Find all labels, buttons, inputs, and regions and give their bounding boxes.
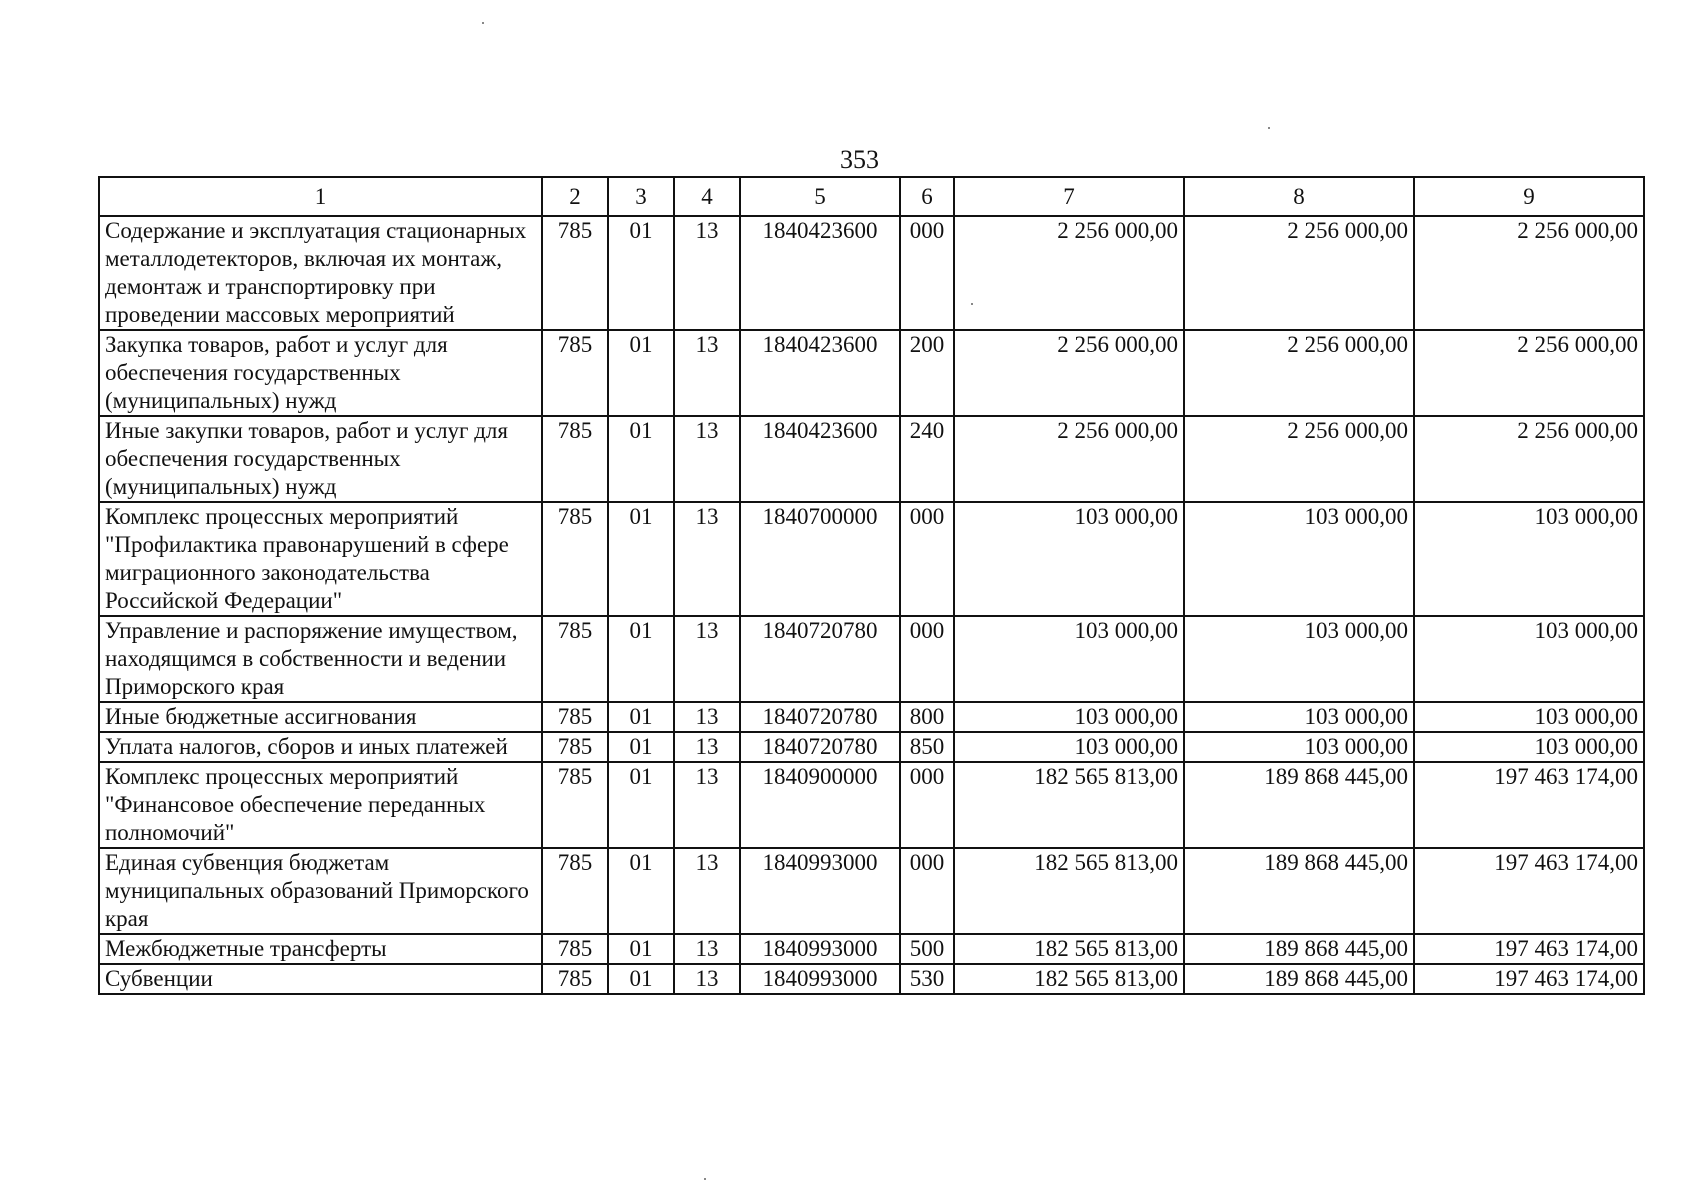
amount-year-3: 103 000,00: [1414, 502, 1644, 616]
subsection-code: 13: [674, 848, 740, 934]
subsection-code: 13: [674, 732, 740, 762]
amount-year-3: 197 463 174,00: [1414, 848, 1644, 934]
amount-year-2: 103 000,00: [1184, 616, 1414, 702]
target-article-code: 1840700000: [740, 502, 900, 616]
amount-year-3: 2 256 000,00: [1414, 416, 1644, 502]
target-article-code: 1840720780: [740, 616, 900, 702]
expense-type-code: 500: [900, 934, 954, 964]
subsection-code: 13: [674, 616, 740, 702]
scan-speck: [482, 22, 484, 24]
subsection-code: 13: [674, 216, 740, 330]
expense-type-code: 850: [900, 732, 954, 762]
section-code: 01: [608, 416, 674, 502]
amount-year-2: 189 868 445,00: [1184, 762, 1414, 848]
table-row: [99, 762, 1644, 848]
row-name: Иные закупки товаров, работ и услуг для обеспечения государственных (муниципальных) нужд: [99, 416, 542, 502]
row-name: Уплата налогов, сборов и иных платежей: [99, 732, 542, 762]
target-article-code: 1840720780: [740, 702, 900, 732]
grbs-code: 785: [542, 762, 608, 848]
amount-year-1: 2 256 000,00: [954, 416, 1184, 502]
amount-year-3: 197 463 174,00: [1414, 934, 1644, 964]
amount-year-2: 103 000,00: [1184, 732, 1414, 762]
amount-year-1: 103 000,00: [954, 502, 1184, 616]
expense-type-code: 000: [900, 762, 954, 848]
expense-type-code: 200: [900, 330, 954, 416]
row-name: Субвенции: [99, 964, 542, 994]
amount-year-2: 2 256 000,00: [1184, 416, 1414, 502]
section-code: 01: [608, 762, 674, 848]
table-row: [99, 964, 1644, 994]
amount-year-2: 189 868 445,00: [1184, 934, 1414, 964]
table-row: [99, 216, 1644, 330]
amount-year-3: 2 256 000,00: [1414, 330, 1644, 416]
expense-type-code: 800: [900, 702, 954, 732]
target-article-code: 1840423600: [740, 416, 900, 502]
section-code: 01: [608, 732, 674, 762]
expense-type-code: 240: [900, 416, 954, 502]
table-row: [99, 848, 1644, 934]
amount-year-3: 197 463 174,00: [1414, 762, 1644, 848]
target-article-code: 1840993000: [740, 934, 900, 964]
amount-year-2: 189 868 445,00: [1184, 848, 1414, 934]
expense-type-code: 000: [900, 616, 954, 702]
row-name: Содержание и эксплуатация стационарных металлодетекторов, включая их монтаж, демонтаж и транспортировку при проведении массовых мероприятий: [99, 216, 542, 330]
budget-table: [98, 176, 1645, 995]
column-header: 9: [1414, 177, 1644, 216]
column-header: 3: [608, 177, 674, 216]
amount-year-3: 103 000,00: [1414, 702, 1644, 732]
table-row: [99, 732, 1644, 762]
amount-year-3: 103 000,00: [1414, 616, 1644, 702]
amount-year-1: 182 565 813,00: [954, 934, 1184, 964]
section-code: 01: [608, 502, 674, 616]
amount-year-3: 197 463 174,00: [1414, 964, 1644, 994]
grbs-code: 785: [542, 732, 608, 762]
target-article-code: 1840720780: [740, 732, 900, 762]
subsection-code: 13: [674, 964, 740, 994]
subsection-code: 13: [674, 330, 740, 416]
grbs-code: 785: [542, 616, 608, 702]
column-header: 7: [954, 177, 1184, 216]
amount-year-1: 182 565 813,00: [954, 762, 1184, 848]
amount-year-1: 103 000,00: [954, 702, 1184, 732]
row-name: Иные бюджетные ассигнования: [99, 702, 542, 732]
expense-type-code: 000: [900, 848, 954, 934]
amount-year-2: 2 256 000,00: [1184, 216, 1414, 330]
amount-year-1: 103 000,00: [954, 732, 1184, 762]
section-code: 01: [608, 964, 674, 994]
section-code: 01: [608, 616, 674, 702]
page-number: 353: [840, 145, 879, 174]
expense-type-code: 000: [900, 502, 954, 616]
row-name: Межбюджетные трансферты: [99, 934, 542, 964]
section-code: 01: [608, 216, 674, 330]
expense-type-code: 000: [900, 216, 954, 330]
expense-type-code: 530: [900, 964, 954, 994]
column-header: 5: [740, 177, 900, 216]
grbs-code: 785: [542, 330, 608, 416]
amount-year-2: 2 256 000,00: [1184, 330, 1414, 416]
grbs-code: 785: [542, 848, 608, 934]
column-header: 2: [542, 177, 608, 216]
grbs-code: 785: [542, 216, 608, 330]
target-article-code: 1840423600: [740, 330, 900, 416]
amount-year-1: 182 565 813,00: [954, 848, 1184, 934]
section-code: 01: [608, 934, 674, 964]
subsection-code: 13: [674, 762, 740, 848]
table-row: [99, 616, 1644, 702]
row-name: Комплекс процессных мероприятий "Финансовое обеспечение переданных полномочий": [99, 762, 542, 848]
row-name: Комплекс процессных мероприятий "Профилактика правонарушений в сфере миграционного законодательства Российской Федерации": [99, 502, 542, 616]
column-number-row: [99, 177, 1644, 216]
subsection-code: 13: [674, 934, 740, 964]
grbs-code: 785: [542, 964, 608, 994]
subsection-code: 13: [674, 502, 740, 616]
table-row: [99, 934, 1644, 964]
column-header: 6: [900, 177, 954, 216]
table-row: [99, 416, 1644, 502]
amount-year-3: 103 000,00: [1414, 732, 1644, 762]
section-code: 01: [608, 702, 674, 732]
target-article-code: 1840900000: [740, 762, 900, 848]
table-row: [99, 330, 1644, 416]
scan-speck: [704, 1178, 706, 1180]
scan-speck: [971, 303, 973, 305]
grbs-code: 785: [542, 416, 608, 502]
subsection-code: 13: [674, 702, 740, 732]
grbs-code: 785: [542, 502, 608, 616]
amount-year-1: 182 565 813,00: [954, 964, 1184, 994]
section-code: 01: [608, 848, 674, 934]
subsection-code: 13: [674, 416, 740, 502]
amount-year-2: 103 000,00: [1184, 702, 1414, 732]
amount-year-1: 2 256 000,00: [954, 216, 1184, 330]
row-name: Единая субвенция бюджетам муниципальных образований Приморского края: [99, 848, 542, 934]
grbs-code: 785: [542, 934, 608, 964]
amount-year-1: 103 000,00: [954, 616, 1184, 702]
amount-year-2: 189 868 445,00: [1184, 964, 1414, 994]
row-name: Управление и распоряжение имуществом, находящимся в собственности и ведении Приморского края: [99, 616, 542, 702]
column-header: 8: [1184, 177, 1414, 216]
column-header: 4: [674, 177, 740, 216]
amount-year-2: 103 000,00: [1184, 502, 1414, 616]
table-row: [99, 502, 1644, 616]
section-code: 01: [608, 330, 674, 416]
amount-year-1: 2 256 000,00: [954, 330, 1184, 416]
target-article-code: 1840993000: [740, 848, 900, 934]
target-article-code: 1840993000: [740, 964, 900, 994]
table-row: [99, 702, 1644, 732]
column-header: 1: [99, 177, 542, 216]
grbs-code: 785: [542, 702, 608, 732]
row-name: Закупка товаров, работ и услуг для обеспечения государственных (муниципальных) нужд: [99, 330, 542, 416]
target-article-code: 1840423600: [740, 216, 900, 330]
scan-speck: [1268, 127, 1270, 129]
amount-year-3: 2 256 000,00: [1414, 216, 1644, 330]
